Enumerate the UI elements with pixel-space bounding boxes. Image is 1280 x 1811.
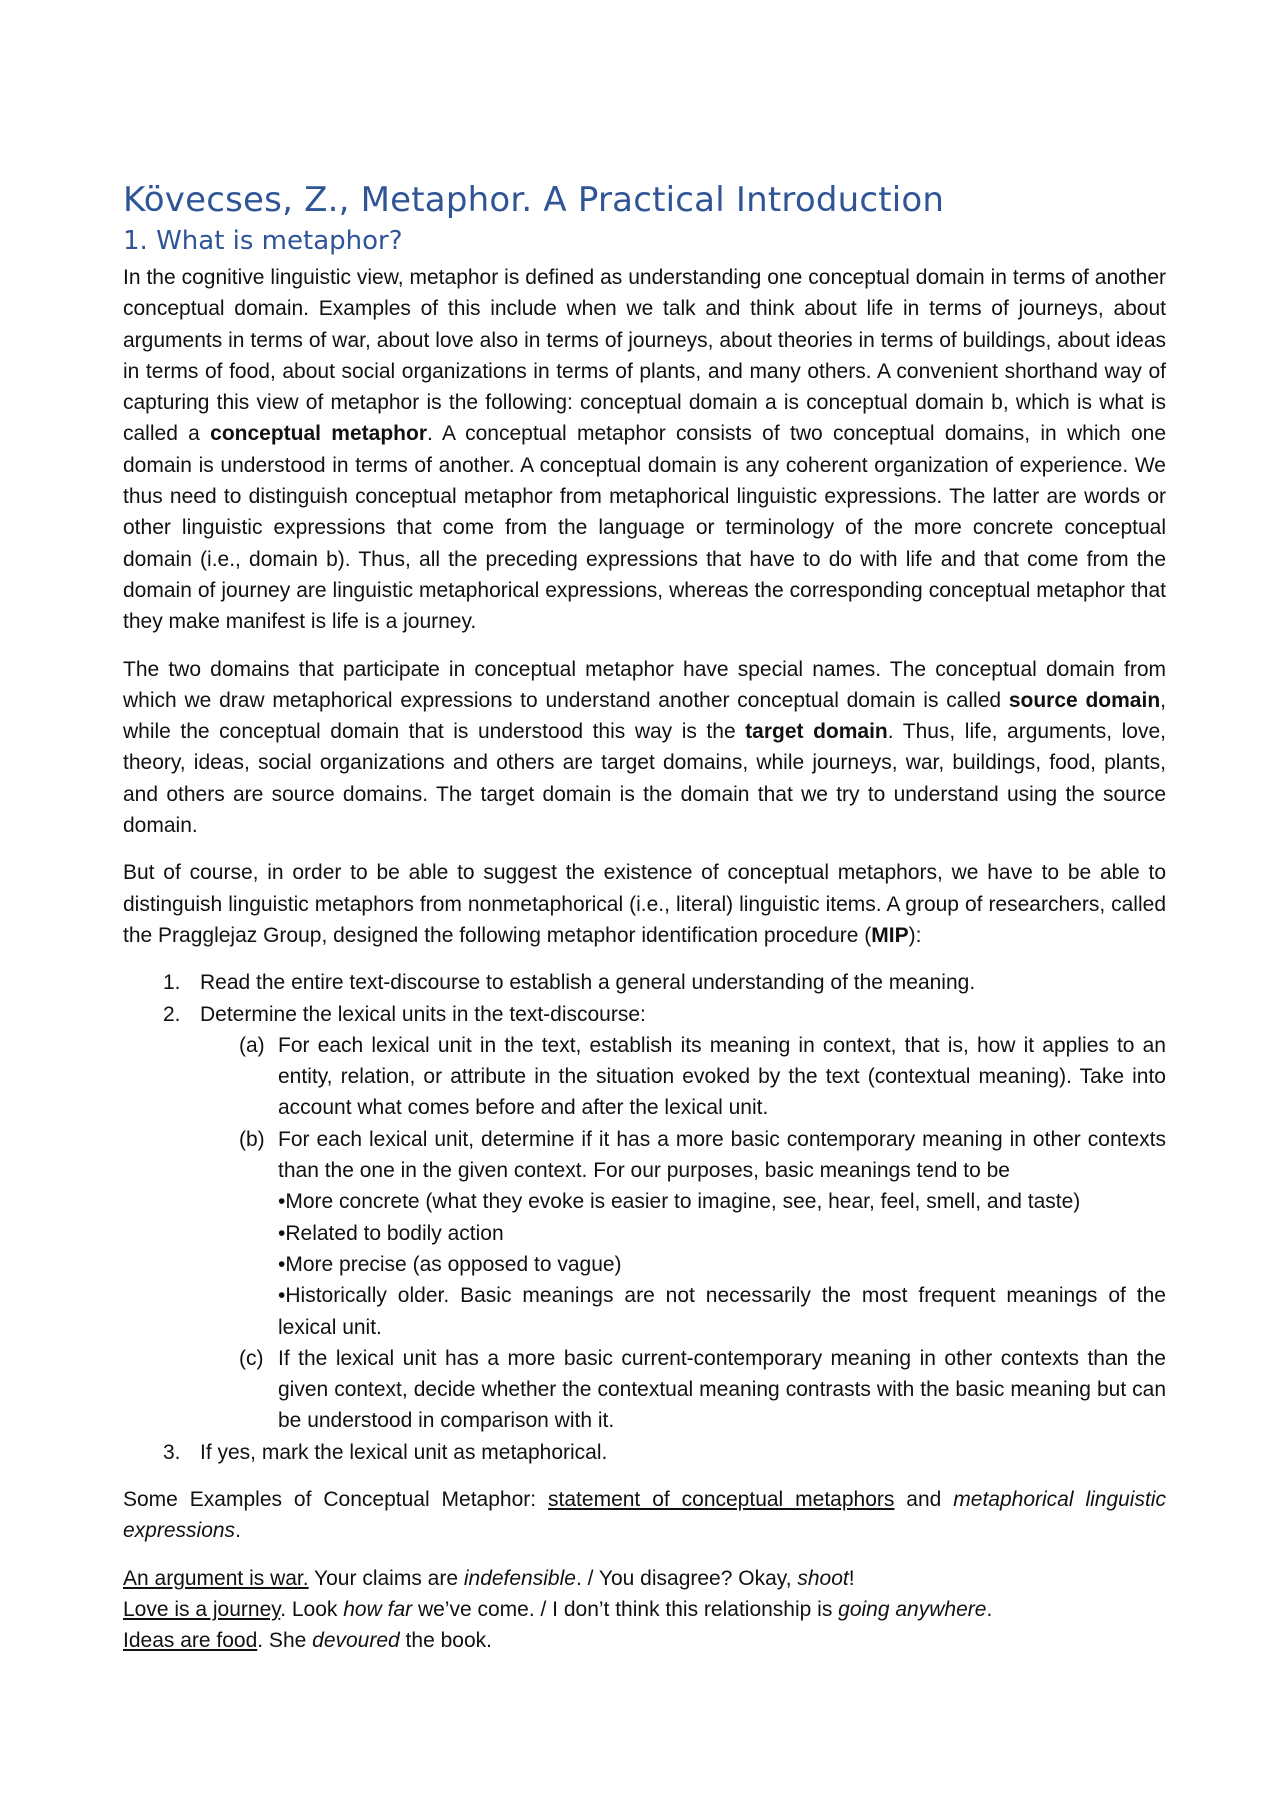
bullet-bodily-action: • Related to bodily action [278, 1218, 1166, 1249]
paragraph-mip-intro: But of course, in order to be able to suggest the existence of conceptual metaphors, we have to be able to distinguish linguistic metaphors from nonmetaphorical (i.e., literal) linguistic items. A group of researchers, called the Pragglejaz Group, designed the following metaphor identification procedure (MIP): [123, 861, 1166, 947]
mip-substep-c: (c) If the lexical unit has a more basic current-contemporary meaning in other contexts than the given context, decide whether the contextual meaning contrasts with the basic meaning but can be understood in comparison with it. [239, 1346, 1166, 1433]
legend-underline: statement of conceptual metaphors [548, 1487, 895, 1511]
mip-step-1: 1. Read the entire text-discourse to establish a general understanding of the meaning. [163, 971, 976, 995]
mip-step-2: 2. Determine the lexical units in the text-discourse: [163, 1002, 646, 1026]
bullet-concrete: • More concrete (what they evoke is easier to imagine, see, hear, feel, smell, and taste) [278, 1186, 1166, 1217]
bullet-precise: • More precise (as opposed to vague) [278, 1249, 1166, 1280]
term-target-domain: target domain [745, 720, 888, 744]
example-ideas-are-food: Ideas are food. She devoured the book. [123, 1629, 492, 1653]
mip-procedure-list [123, 967, 1166, 1030]
mip-procedure-list-end [123, 1437, 1166, 1468]
paragraph-domains: The two domains that participate in conceptual metaphor have special names. The conceptual domain from which we draw metaphorical expressions to understand another conceptual domain is called source domain, while the conceptual domain that is understood this way is the target domain. Thus, life, arguments, love, theory, ideas, social organizations and others are target domains, while journeys, war, buildings, food, plants, and others are source domains. The target domain is the domain that we try to understand using the source domain. [123, 657, 1166, 838]
mip-substeps [123, 1030, 1166, 1437]
mip-substep-b: (b) For each lexical unit, determine if it has a more basic contemporary meaning in other contexts than the one in the given context. For our purposes, basic meanings tend to be • More concrete (what they evoke is easier to imagine, see, hear, feel, smell, and taste) • Related to bodily action • More precise (as opposed to vague) • Historically older. Basic meanings are not necessarily the most frequent meanings of the lexical unit. [123, 1124, 1166, 1343]
term-conceptual-metaphor: conceptual metaphor [210, 422, 427, 446]
example-argument-is-war: An argument is war. Your claims are indefensible. / You disagree? Okay, shoot! [123, 1566, 855, 1590]
section-heading: 1. What is metaphor? [123, 226, 403, 256]
legend-italic: metaphorical linguistic expressions [123, 1487, 1166, 1543]
mip-step-3: 3. If yes, mark the lexical unit as metaphorical. [163, 1440, 608, 1464]
term-mip: MIP [871, 923, 909, 947]
mip-substep-a: (a) For each lexical unit in the text, establish its meaning in context, that is, how it applies to an entity, relation, or attribute in the situation evoked by the text (contextual meaning). Take into account what comes before and after the lexical unit. [239, 1033, 1166, 1120]
term-source-domain: source domain [1008, 688, 1161, 712]
example-love-is-a-journey: Love is a journey. Look how far we’ve come. / I don’t think this relationship is going anywhere. [123, 1597, 993, 1621]
paragraph-examples-intro: Some Examples of Conceptual Metaphor: statement of conceptual metaphors and metaphorical linguistic expressions. [123, 1487, 1166, 1543]
document-body [123, 176, 1166, 1656]
bullet-historically-older: • Historically older. Basic meanings are not necessarily the most frequent meanings of the lexical unit. [278, 1280, 1166, 1343]
paragraph-definition: In the cognitive linguistic view, metaphor is defined as understanding one conceptual domain in terms of another conceptual domain. Examples of this include when we talk and think about life in terms of journeys, about arguments in terms of war, about love also in terms of journeys, about theories in terms of buildings, about ideas in terms of food, about social organizations in terms of plants, and many others. A convenient shorthand way of capturing this view of metaphor is the following: conceptual domain a is conceptual domain b, which is what is called a conceptual metaphor. A conceptual metaphor consists of two conceptual domains, in which one domain is understood in terms of another. A conceptual domain is any coherent organization of experience. We thus need to distinguish conceptual metaphor from metaphorical linguistic expressions. The latter are words or other linguistic expressions that come from the language or terminology of the more concrete conceptual domain (i.e., domain b). Thus, all the preceding expressions that have to do with life and that come from the domain of journey are linguistic metaphorical expressions, whereas the corresponding conceptual metaphor that they make manifest is life is a journey. [123, 266, 1167, 634]
document-title: Kövecses, Z., Metaphor. A Practical Introduction [123, 180, 945, 220]
